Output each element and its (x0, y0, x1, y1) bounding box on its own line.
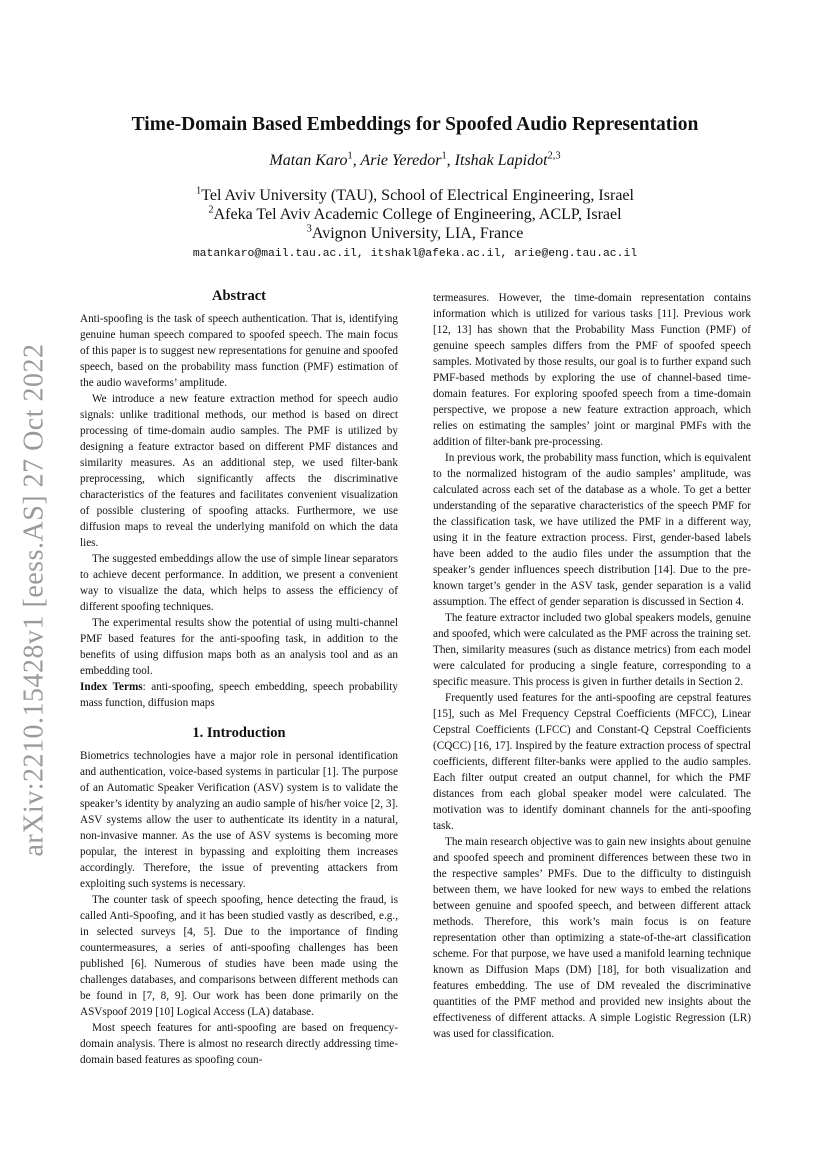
author-affiliation-mark: 1 (347, 150, 353, 162)
introduction-heading: 1. Introduction (192, 725, 286, 741)
affiliation-line (80, 186, 750, 205)
author-emails: matankaro@mail.tau.ac.il, itshakl@afeka.ac.il, arie@eng.tau.ac.il (192, 248, 638, 260)
intro-paragraph: Frequently used features for the anti-spoofing are cepstral features [15], such as Mel Frequency Cepstral Coefficients (MFCC), Linear Cepstral Coefficients (LFCC) and Constant-Q Cepstral Coefficients (CQCC) [16, 17]. Inspired by the feature extraction process of spectral coefficients, different filter-banks were applied to the audio samples. Each filter output created an output channel, for which the PMF distances from each global speaker model were calculated. The motivation was to identify dominant channels for the anti-spoofing task. (433, 692, 751, 832)
index-terms-label: Index Terms (80, 681, 143, 693)
intro-paragraph: The main research objective was to gain new insights about genuine and spoofed speech and prominent differences between these two in the respective samples’ PMFs. Due to the difficulty to distinguish between them, we have looked for new ways to embed the relations between genuine and spoofed speech, and between different attack methods. Therefore, this work’s main focus is on feature representation other than optimizing a state-of-the-art classification scheme. For that purpose, we have used a manifold learning technique known as Diffusion Maps (DM) [18], for both visualization and features embedding. The use of DM revealed the discriminative quantities of the PMF method and provided new insights about the effectiveness of different attacks. A simple Logistic Regression (LR) was used for classification. (433, 836, 751, 1040)
author-name: Arie Yeredor (360, 152, 442, 169)
arxiv-identifier: arXiv:2210.15428v1 [eess.AS] 27 Oct 2022 (19, 343, 50, 857)
affiliation-mark: 1 (196, 185, 202, 197)
intro-paragraph: Most speech features for anti-spoofing are based on frequency-domain analysis. There is almost no research directly addressing time-domain based features as spoofing coun- (80, 1022, 398, 1066)
affiliation-text: Afeka Tel Aviv Academic College of Engineering, ACLP, Israel (213, 206, 622, 223)
left-column (80, 286, 398, 1068)
intro-paragraph: termeasures. However, the time-domain representation contains information which is utilized for various tasks [11]. Previous work [12, 13] has shown that the Probability Mass Function (PMF) of genuine speech samples differs from the PMF of spoofed speech samples. Motivated by those results, our goal is to further expand such PMF-based methods by exploring the use of channel-based time-domain features. For exploring spoofed speech from a time-domain perspective, we propose a new feature extraction approach, which relies on estimating the samples’ joint or marginal PMFs with the addition of filter-bank pre-processing. (433, 292, 751, 448)
paper-title: Time-Domain Based Embeddings for Spoofed Audio Representation (131, 114, 699, 135)
affiliation-line (80, 205, 750, 224)
abstract-paragraph: Anti-spoofing is the task of speech authentication. That is, identifying genuine human speech compared to spoofed speech. The main focus of this paper is to suggest new representations for genuine and spoofed speech, based on the probability mass function (PMF) estimation of the audio waveforms’ amplitude. (80, 313, 398, 389)
author-list: Matan Karo$^1$, Arie Yeredor$^1$, Itshak Lapidot$^{2,3}$ (269, 150, 561, 169)
author-name: Itshak Lapidot (454, 152, 548, 169)
affiliation-text: Tel Aviv University (TAU), School of Electrical Engineering, Israel (201, 187, 634, 204)
abstract-paragraph: The suggested embeddings allow the use of simple linear separators to achieve decent performance. In addition, we present a convenient way to visualize the data, which helps to assess the efficiency of different spoofing techniques. (80, 553, 398, 613)
abstract-heading: Abstract (212, 288, 266, 304)
affiliation-mark: 3 (306, 223, 312, 235)
intro-paragraph: The counter task of speech spoofing, hence detecting the fraud, is called Anti-Spoofing, and it has been studied vastly as described, e.g., in selected surveys [4, 5]. Due to the importance of finding countermeasures, a series of anti-spoofing challenges has been published [6]. Numerous of studies have been made using the challenges databases, and comparisons between different methods can be found in [7, 8, 9]. Our work has been done primarily on the ASVspoof 2019 [10] Logical Access (LA) database. (80, 894, 398, 1018)
affiliation-mark: 2 (208, 204, 214, 216)
author-affiliation-mark: 2,3 (547, 150, 561, 162)
author-name: Matan Karo (269, 152, 348, 169)
abstract-paragraph: The experimental results show the potential of using multi-channel PMF based features for the anti-spoofing task, in addition to the benefits of using diffusion maps both as an analysis tool and as an embedding tool. (80, 617, 398, 677)
right-column (433, 290, 751, 1042)
intro-paragraph: The feature extractor included two global speakers models, genuine and spoofed, which were calculated as the PMF across the training set. Then, similarity measures (such as distance metrics) from each model were calculated for producing a single feature, corresponding to a specific measure. This process is given in further details in Section 2. (433, 612, 751, 688)
arxiv-identifier-stamp (14, 320, 56, 880)
author-affiliation-mark: 1 (441, 150, 447, 162)
index-terms-text: : anti-spoofing, speech embedding, speech probability mass function, diffusion maps (80, 681, 398, 709)
affiliation-list (80, 186, 750, 243)
intro-paragraph: Biometrics technologies have a major role in personal identification and authentication, voice-based systems in particular [1]. The purpose of an Automatic Speaker Verification (ASV) system is to validate the speaker’s identity by analyzing an audio sample of his/her voice [2, 3]. ASV systems allow the user to authenticate its identity in a natural, non-invasive manner. As the use of ASV systems is becoming more popular, the interest in bypassing and exploiting them increases accordingly. Therefore, the issue of preventing attackers from exploiting such systems is necessary. (80, 750, 398, 890)
index-terms (80, 679, 398, 711)
abstract-paragraph: We introduce a new feature extraction method for speech audio signals: unlike traditional methods, our method is based on direct processing of time-domain audio samples. The PMF is utilized by designing a feature extractor based on different PMF distances and similarity measures. As an additional step, we used filter-bank preprocessing, which significantly affects the discriminative characteristics of the features and facilitates convenient visualization of possible clustering of spoofing attacks. Furthermore, we use diffusion maps to reveal the underlying manifold on which the data lies. (80, 393, 398, 549)
affiliation-line (80, 224, 750, 243)
affiliation-text: Avignon University, LIA, France (311, 225, 524, 242)
intro-paragraph: In previous work, the probability mass function, which is equivalent to the normalized histogram of the audio samples’ amplitude, was calculated across each set of the database as a whole. To get a better understanding of the separative characteristics of the speech PMF for the classification task, we have utilized the PMF in a different way, using it in the feature extraction process. First, gender-based labels have been added to the audio files under the assumption that the speaker’s gender influences speech distribution [14]. Due to the pre-known target’s gender in the ASV task, gender separation is a valid assumption. The effect of gender separation is discussed in Section 4. (433, 452, 751, 608)
